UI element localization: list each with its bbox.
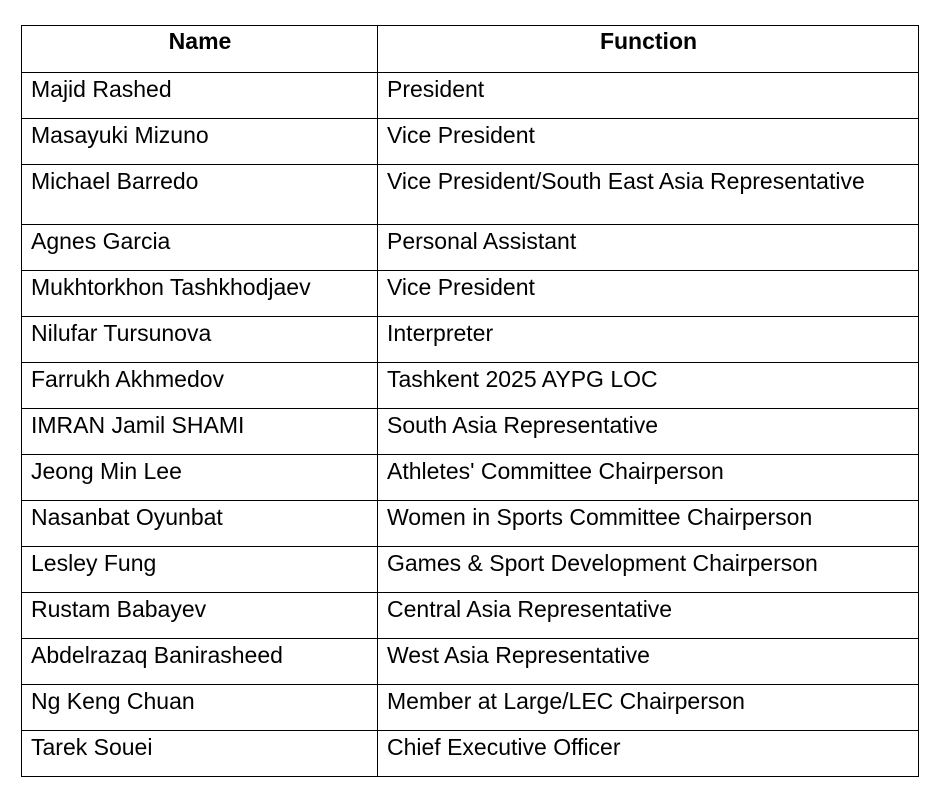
cell-function: West Asia Representative [378, 639, 919, 685]
cell-function: Chief Executive Officer [378, 731, 919, 777]
cell-name: Ng Keng Chuan [22, 685, 378, 731]
cell-name: Masayuki Mizuno [22, 119, 378, 165]
table-row [22, 363, 919, 409]
table-header-row [22, 26, 919, 73]
table-row [22, 165, 919, 225]
cell-name: Lesley Fung [22, 547, 378, 593]
cell-name: Tarek Souei [22, 731, 378, 777]
cell-function: Personal Assistant [378, 225, 919, 271]
table-row [22, 685, 919, 731]
cell-function: Central Asia Representative [378, 593, 919, 639]
cell-name: Farrukh Akhmedov [22, 363, 378, 409]
roster-table [21, 25, 919, 777]
table-row [22, 547, 919, 593]
table-row [22, 593, 919, 639]
cell-function: Vice President [378, 271, 919, 317]
cell-function: Athletes' Committee Chairperson [378, 455, 919, 501]
cell-function: Games & Sport Development Chairperson [378, 547, 919, 593]
table-row [22, 73, 919, 119]
cell-function: Member at Large/LEC Chairperson [378, 685, 919, 731]
cell-function: Tashkent 2025 AYPG LOC [378, 363, 919, 409]
cell-name: Rustam Babayev [22, 593, 378, 639]
table-row [22, 271, 919, 317]
table-row [22, 409, 919, 455]
cell-function: Interpreter [378, 317, 919, 363]
table-row [22, 731, 919, 777]
cell-function: Women in Sports Committee Chairperson [378, 501, 919, 547]
table-row [22, 119, 919, 165]
cell-name: IMRAN Jamil SHAMI [22, 409, 378, 455]
table-row [22, 639, 919, 685]
cell-function: Vice President [378, 119, 919, 165]
cell-name: Majid Rashed [22, 73, 378, 119]
cell-name: Nasanbat Oyunbat [22, 501, 378, 547]
table-row [22, 317, 919, 363]
cell-function: President [378, 73, 919, 119]
cell-name: Jeong Min Lee [22, 455, 378, 501]
cell-name: Abdelrazaq Banirasheed [22, 639, 378, 685]
column-header-function: Function [378, 26, 919, 73]
cell-name: Nilufar Tursunova [22, 317, 378, 363]
cell-name: Agnes Garcia [22, 225, 378, 271]
cell-function: South Asia Representative [378, 409, 919, 455]
table-row [22, 225, 919, 271]
cell-name: Mukhtorkhon Tashkhodjaev [22, 271, 378, 317]
table-row [22, 501, 919, 547]
table-row [22, 455, 919, 501]
cell-function: Vice President/South East Asia Representative [378, 165, 919, 225]
cell-name: Michael Barredo [22, 165, 378, 225]
column-header-name: Name [22, 26, 378, 73]
